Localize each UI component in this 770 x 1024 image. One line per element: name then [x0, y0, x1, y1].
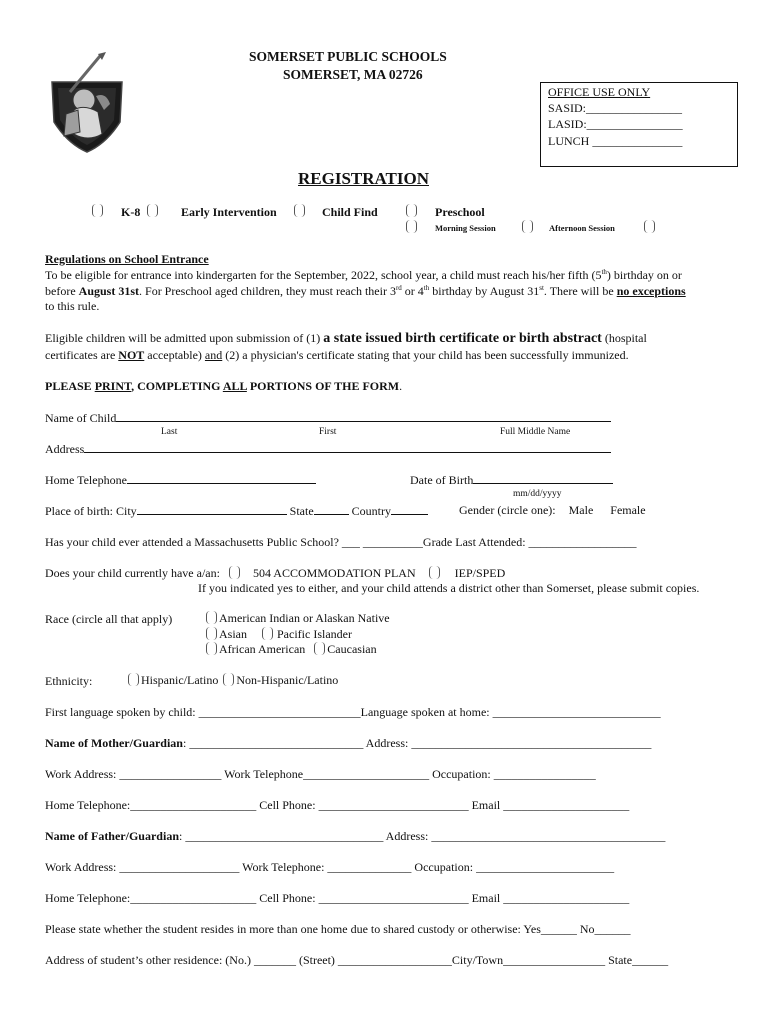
gender-male[interactable]: Male: [568, 503, 594, 517]
lunch-field[interactable]: LUNCH _______________: [548, 134, 683, 148]
language-row[interactable]: First language spoken by child: ___________________________Language spoken at home: ____________________________: [45, 705, 661, 719]
race-african-caucasian: African American Caucasian: [204, 642, 377, 657]
eligibility-line-2: certificates are NOT acceptable) and (2) a physician's certificate stating that your child has been successfully immunized.: [45, 348, 629, 362]
regulations-line-3: to this rule.: [45, 299, 100, 313]
name-of-child-input[interactable]: [116, 410, 611, 422]
page-title: REGISTRATION: [298, 169, 429, 188]
hispanic-checkbox[interactable]: [128, 673, 139, 686]
regulations-heading: Regulations on School Entrance: [45, 252, 209, 266]
ma-school-row[interactable]: Has your child ever attended a Massachusetts Public School? ___ __________Grade Last Attended: __________________: [45, 535, 637, 549]
regulations-line-2: before August 31st. For Preschool aged children, they must reach their 3rd or 4th birthday by August 31st. There will be no exceptions: [45, 284, 686, 298]
city-input[interactable]: [137, 503, 287, 515]
morning-session-checkbox[interactable]: [406, 220, 417, 233]
ethnicity-options: Hispanic/Latino Non-Hispanic/Latino: [126, 673, 338, 688]
last-label: Last: [161, 427, 178, 437]
child-find-checkbox[interactable]: [294, 204, 305, 217]
copies-note: If you indicated yes to either, and your child attends a district other than Somerset, please submit copies.: [198, 581, 700, 595]
regulations-line-1: To be eligible for entrance into kindergarten for the September, 2022, school year, a child must reach his/her fifth (5th) birthday on or: [45, 268, 682, 282]
home-telephone-row: Home Telephone: [45, 472, 316, 488]
race-american-indian: American Indian or Alaskan Native: [204, 611, 390, 626]
ethnicity-label: Ethnicity:: [45, 674, 93, 688]
504-plan-checkbox[interactable]: [229, 566, 240, 579]
office-use-title: OFFICE USE ONLY: [548, 85, 651, 99]
american-indian-checkbox[interactable]: [206, 611, 217, 624]
afternoon-session-label: Afternoon Session: [549, 223, 615, 233]
father-home-row[interactable]: Home Telephone:_____________________ Cell Phone: _________________________ Email _____________________: [45, 891, 630, 905]
race-asian-pacific: Asian Pacific Islander: [204, 627, 352, 642]
mother-work-row[interactable]: Work Address: _________________ Work Telephone_____________________ Occupation: _________________: [45, 767, 596, 781]
home-telephone-input[interactable]: [127, 472, 316, 484]
middle-label: Full Middle Name: [500, 427, 571, 437]
school-logo: [44, 52, 130, 156]
program-row: [90, 204, 105, 219]
dob-input[interactable]: [473, 472, 613, 484]
mother-row[interactable]: Name of Mother/Guardian: _____________________________ Address: ________________________________________: [45, 736, 652, 750]
father-row[interactable]: Name of Father/Guardian: _________________________________ Address: _______________________________________: [45, 829, 666, 843]
child-find-label: Child Find: [322, 205, 378, 219]
other-residence-row[interactable]: Address of student’s other residence: (No.) _______ (Street) ___________________City/Town_________________ State______: [45, 953, 669, 967]
caucasian-checkbox[interactable]: [314, 642, 325, 655]
country-input[interactable]: [391, 503, 428, 515]
dob-format: mm/dd/yyyy: [513, 489, 562, 499]
african-american-checkbox[interactable]: [206, 642, 217, 655]
state-input[interactable]: [314, 503, 349, 515]
race-label: Race (circle all that apply): [45, 612, 173, 626]
custody-row[interactable]: Please state whether the student resides in more than one home due to shared custody or otherwise: Yes______ No______: [45, 922, 631, 936]
father-work-row[interactable]: Work Address: ____________________ Work Telephone: ______________ Occupation: _______________________: [45, 860, 615, 874]
mother-home-row[interactable]: Home Telephone:_____________________ Cell Phone: _________________________ Email _____________________: [45, 798, 630, 812]
preschool-label: Preschool: [435, 205, 485, 219]
eligibility-line-1: Eligible children will be admitted upon submission of (1) a state issued birth certificate or birth abstract (hospital: [45, 331, 647, 346]
pacific-islander-checkbox[interactable]: [262, 627, 273, 640]
gender-row: Gender (circle one): Male Female: [459, 503, 646, 517]
lasid-field[interactable]: LASID:________________: [548, 117, 683, 131]
place-of-birth-row: Place of birth: City State Country: [45, 503, 428, 519]
district-address: SOMERSET, MA 02726: [283, 67, 423, 82]
name-of-child-row: Name of Child: [45, 410, 611, 426]
preschool-checkbox[interactable]: [406, 204, 417, 217]
asian-checkbox[interactable]: [206, 627, 217, 640]
dob-row: Date of Birth: [410, 472, 613, 488]
afternoon-session-checkbox-left[interactable]: [522, 220, 533, 233]
first-label: First: [319, 427, 337, 437]
afternoon-session-checkbox[interactable]: [644, 220, 655, 233]
early-intervention-label: Early Intervention: [181, 205, 277, 219]
k8-checkbox[interactable]: [92, 204, 103, 217]
district-name: SOMERSET PUBLIC SCHOOLS: [249, 49, 447, 64]
morning-session-label: Morning Session: [435, 223, 496, 233]
address-row: Address: [45, 441, 611, 457]
sasid-field[interactable]: SASID:________________: [548, 101, 683, 115]
accommodation-row: Does your child currently have a/an: 504 ACCOMMODATION PLAN IEP/SPED: [45, 566, 506, 580]
early-intervention-checkbox[interactable]: [147, 204, 158, 217]
print-instruction: PLEASE PRINT, COMPLETING ALL PORTIONS OF THE FORM.: [45, 379, 403, 393]
non-hispanic-checkbox[interactable]: [223, 673, 234, 686]
address-input[interactable]: [84, 441, 611, 453]
gender-female[interactable]: Female: [610, 503, 646, 517]
iep-checkbox[interactable]: [429, 566, 440, 579]
k8-label: K-8: [121, 205, 141, 219]
